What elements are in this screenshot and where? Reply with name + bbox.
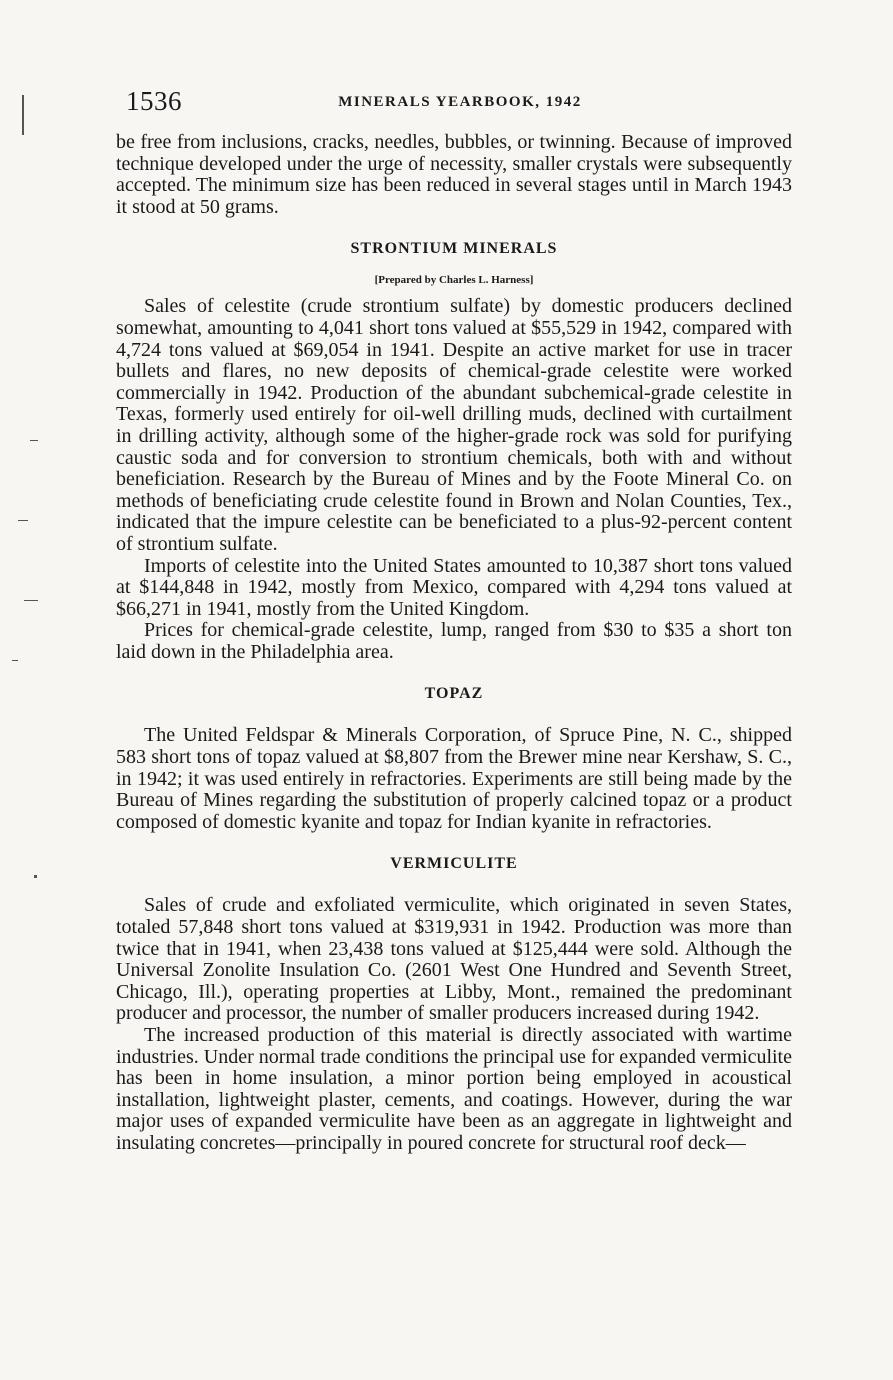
body-text [116, 132, 792, 1155]
paragraph: The increased production of this material is directly associated with wartime industries. Under normal trade conditions the principal use for expanded vermiculite has been in home insulation, a minor portion being employed in acoustical installation, lightweight plaster, cements, and coatings. However, during the war major uses of expanded vermiculite have been as an aggregate in lightweight and insulating concretes—principally in poured concrete for structural roof deck— [116, 1024, 792, 1154]
topaz-section [116, 685, 792, 833]
paragraph: Sales of celestite (crude strontium sulfate) by domestic producers declined somewhat, amounting to 4,041 short tons valued at $55,529 in 1942, compared with 4,724 tons valued at $69,054 in 1941. Despite an active market for use in tracer bullets and flares, no new deposits of chemical-grade celestite were worked commercially in 1942. Production of the abundant subchemical-grade celestite in Texas, formerly used entirely for oil-well drilling muds, declined with curtailment in drilling activity, although some of the higher-grade rock was sold for purifying caustic soda and for conversion to strontium chemicals, both with and without beneficiation. Research by the Bureau of Mines and by the Foote Mineral Co. on methods of beneficiating crude celestite found in Brown and Nolan Counties, Tex., indicated that the impure celestite can be beneficiated to a plus-92-percent content of strontium sulfate. [116, 295, 792, 555]
margin-scan-artifacts [0, 0, 60, 1380]
paragraph: The United Feldspar & Minerals Corporation, of Spruce Pine, N. C., shipped 583 short tons of topaz valued at $8,807 from the Brewer mine near Kershaw, S. C., in 1942; it was used entirely in refractories. Experiments are still being made by the Bureau of Mines regarding the substitution of properly calcined topaz or a product composed of domestic kyanite and topaz for Indian kyanite in refractories. [116, 724, 792, 833]
running-title: MINERALS YEARBOOK, 1942 [338, 94, 582, 110]
section-heading-topaz: TOPAZ [424, 685, 484, 703]
paragraph: Prices for chemical-grade celestite, lump, ranged from $30 to $35 a short ton laid down in the Philadelphia area. [116, 619, 792, 663]
paragraph: Imports of celestite into the United States amounted to 10,387 short tons valued at $144,848 in 1942, mostly from Mexico, compared with 4,294 tons valued at $66,271 in 1941, mostly from the United Kingdom. [116, 554, 792, 620]
page-header [126, 86, 794, 122]
vermiculite-section [116, 855, 792, 1154]
section-heading-strontium: STRONTIUM MINERALS [350, 240, 558, 258]
intro-paragraph: be free from inclusions, cracks, needles, bubbles, or twinning. Because of improved technique developed under the urge of necessity, smaller crystals were subsequently accepted. The minimum size has been reduced in several stages until in March 1943 it stood at 50 grams. [116, 131, 792, 218]
strontium-section [116, 240, 792, 663]
paragraph: Sales of crude and exfoliated vermiculite, which originated in seven States, totaled 57,848 short tons valued at $319,931 in 1942. Production was more than twice that in 1941, when 23,438 tons valued at $125,444 were sold. Although the Universal Zonolite Insulation Co. (2601 West One Hundred and Seventh Street, Chicago, Ill.), operating properties at Libby, Mont., remained the predominant producer and processor, the number of smaller producers increased during 1942. [116, 894, 792, 1025]
page-number: 1536 [126, 86, 182, 116]
author-credit: [Prepared by Charles L. Harness] [374, 274, 534, 287]
section-heading-vermiculite: VERMICULITE [390, 855, 518, 873]
